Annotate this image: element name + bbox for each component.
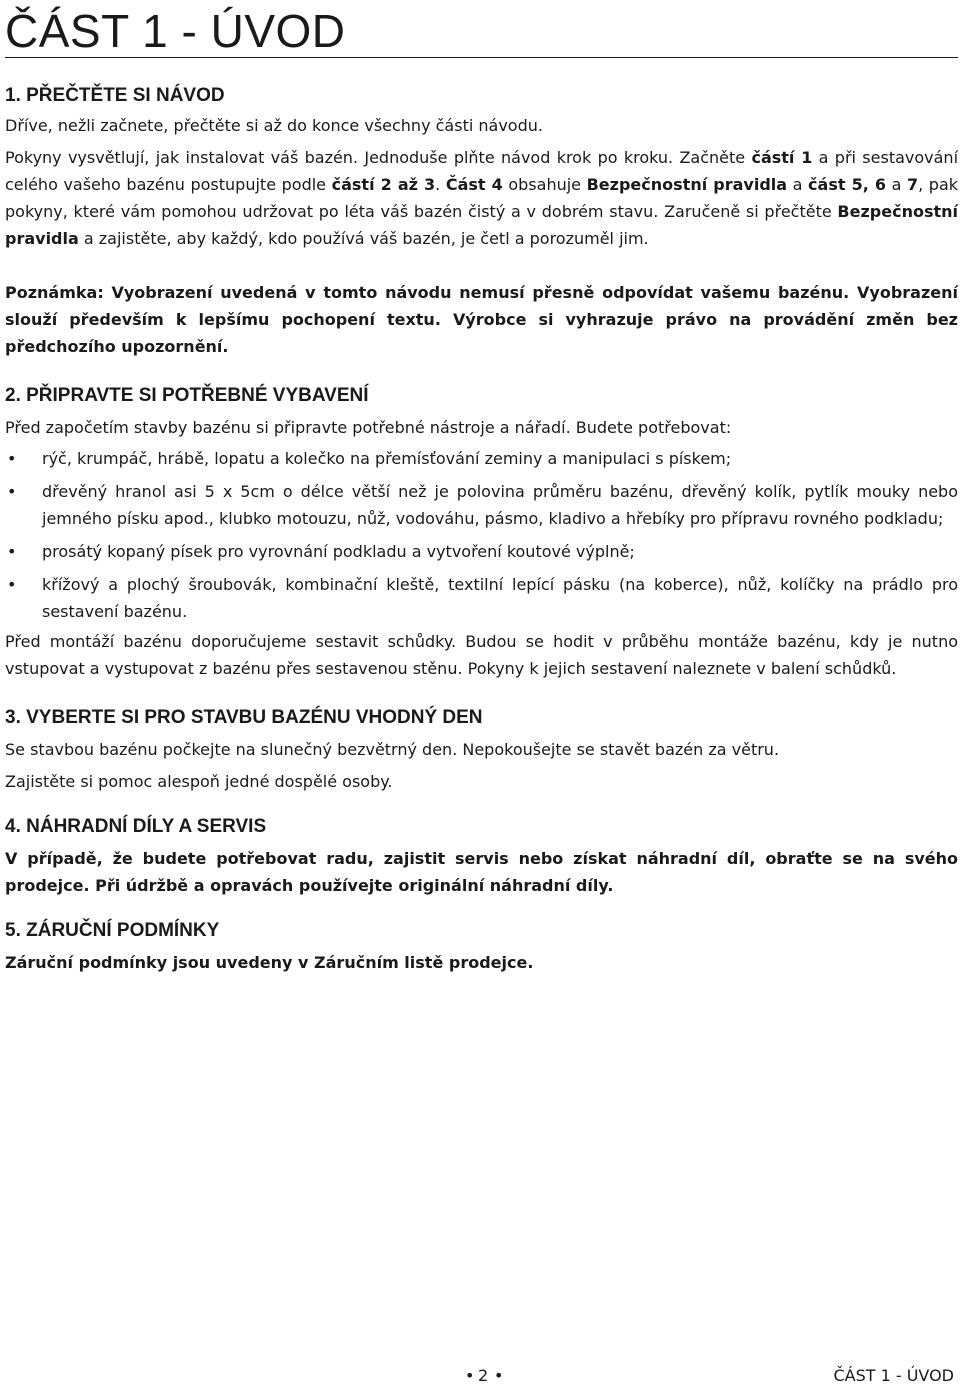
list-item: • dřevěný hranol asi 5 x 5cm o délce větší než je polovina průměru bazénu, dřevěný kolík, pytlík mouky nebo jemného písku apod., klubko motouzu, nůž, vodováhu, pásmo, kladivo a hřebíky pro přípravu rovného podkladu;: [5, 478, 958, 532]
text-run: .: [435, 175, 446, 194]
list-item: • křížový a plochý šroubovák, kombinační kleště, textilní lepící pásku (na koberce), nůž, kolíčky na prádlo pro sestavení bazénu.: [5, 571, 958, 625]
section-1-note: Poznámka: Vyobrazení uvedená v tomto návodu nemusí přesně odpovídat vašemu bazénu. Vyobrazení slouží především k lepšímu pochopení textu. Výrobce si vyhrazuje právo na provádění změn bez předchozího upozornění.: [5, 283, 958, 356]
bullet-icon: •: [7, 542, 17, 561]
section-5-paragraph: Záruční podmínky jsou uvedeny v Záručním listě prodejce.: [5, 953, 534, 972]
section-4-paragraph: V případě, že budete potřebovat radu, zajistit servis nebo získat náhradní díl, obraťte se na svého prodejce. Při údržbě a opravách používejte originální náhradní díly.: [5, 849, 958, 895]
bold-text-run: část 5, 6: [808, 175, 886, 194]
text-run: obsahuje: [502, 175, 587, 194]
page-title: ČÁST 1 - ÚVOD: [5, 5, 346, 57]
bold-text-run: 7: [906, 175, 919, 194]
footer-bullet-left: •: [465, 1366, 475, 1385]
section-3-paragraph-2: Zajistěte si pomoc alespoň jedné dospělé osoby.: [5, 772, 393, 791]
text-run: a: [886, 175, 907, 194]
section-1-paragraph-1: Dříve, nežli začnete, přečtěte si až do konce všechny části návodu.: [5, 116, 543, 135]
bold-text-run: částí 2 až 3: [331, 175, 436, 194]
bullet-icon: •: [7, 575, 17, 594]
section-4-heading: 4. NÁHRADNÍ DÍLY A SERVIS: [5, 816, 267, 837]
footer-section-label: ČÁST 1 - ÚVOD: [833, 1366, 954, 1385]
section-2-intro: Před započetím stavby bazénu si připravte potřebné nástroje a nářadí. Budete potřebovat:: [5, 418, 732, 437]
text-run: a zajistěte, aby každý, kdo používá váš bazén, je četl a porozuměl jim.: [78, 229, 649, 248]
bullet-icon: •: [7, 482, 17, 501]
list-item: • rýč, krumpáč, hrábě, lopatu a kolečko na přemísťování zeminy a manipulaci s pískem;: [5, 445, 958, 472]
footer-page-number: 2: [478, 1366, 489, 1385]
bold-text-run: Část 4: [445, 175, 503, 194]
section-3-heading: 3. VYBERTE SI PRO STAVBU BAZÉNU VHODNÝ DEN: [5, 707, 483, 728]
text-run: , pak pokyny, které vám pomohou udržovat po léta váš bazén čistý a v dobrém stavu. Zaručeně si přečtěte: [5, 175, 959, 221]
section-2-heading: 2. PŘIPRAVTE SI POTŘEBNÉ VYBAVENÍ: [5, 385, 369, 406]
section-1-heading: 1. PŘEČTĚTE SI NÁVOD: [5, 85, 225, 106]
section-5-heading: 5. ZÁRUČNÍ PODMÍNKY: [5, 920, 220, 941]
footer-bullet-right: •: [494, 1366, 504, 1385]
text-run: Pokyny vysvětlují, jak instalovat váš bazén. Jednoduše plňte návod krok po kroku. Začněte: [5, 148, 752, 167]
text-run: a: [787, 175, 809, 194]
document-page: [5, 0, 958, 976]
bold-text-run: Bezpečnostní pravidla: [586, 175, 788, 194]
equipment-list: [5, 445, 958, 625]
text-run: a při sestavování celého vašeho bazénu postupujte podle: [5, 148, 959, 194]
title-divider: [5, 57, 958, 58]
section-2-outro: Před montáží bazénu doporučujeme sestavit schůdky. Budou se hodit v průběhu montáže bazénu, kdy je nutno vstupovat a vystupovat z bazénu přes sestavenou stěnu. Pokyny k jejich sestavení naleznete v balení schůdků.: [5, 632, 958, 678]
bold-text-run: částí 1: [751, 148, 813, 167]
bullet-icon: •: [7, 449, 17, 468]
list-item: • prosátý kopaný písek pro vyrovnání podkladu a vytvoření koutové výplně;: [5, 538, 958, 565]
bold-text-run: Bezpečnostní pravidla: [5, 202, 958, 248]
section-3-paragraph-1: Se stavbou bazénu počkejte na slunečný bezvětrný den. Nepokoušejte se stavět bazén za větru.: [5, 740, 780, 759]
section-1-paragraph-2: [5, 144, 958, 252]
